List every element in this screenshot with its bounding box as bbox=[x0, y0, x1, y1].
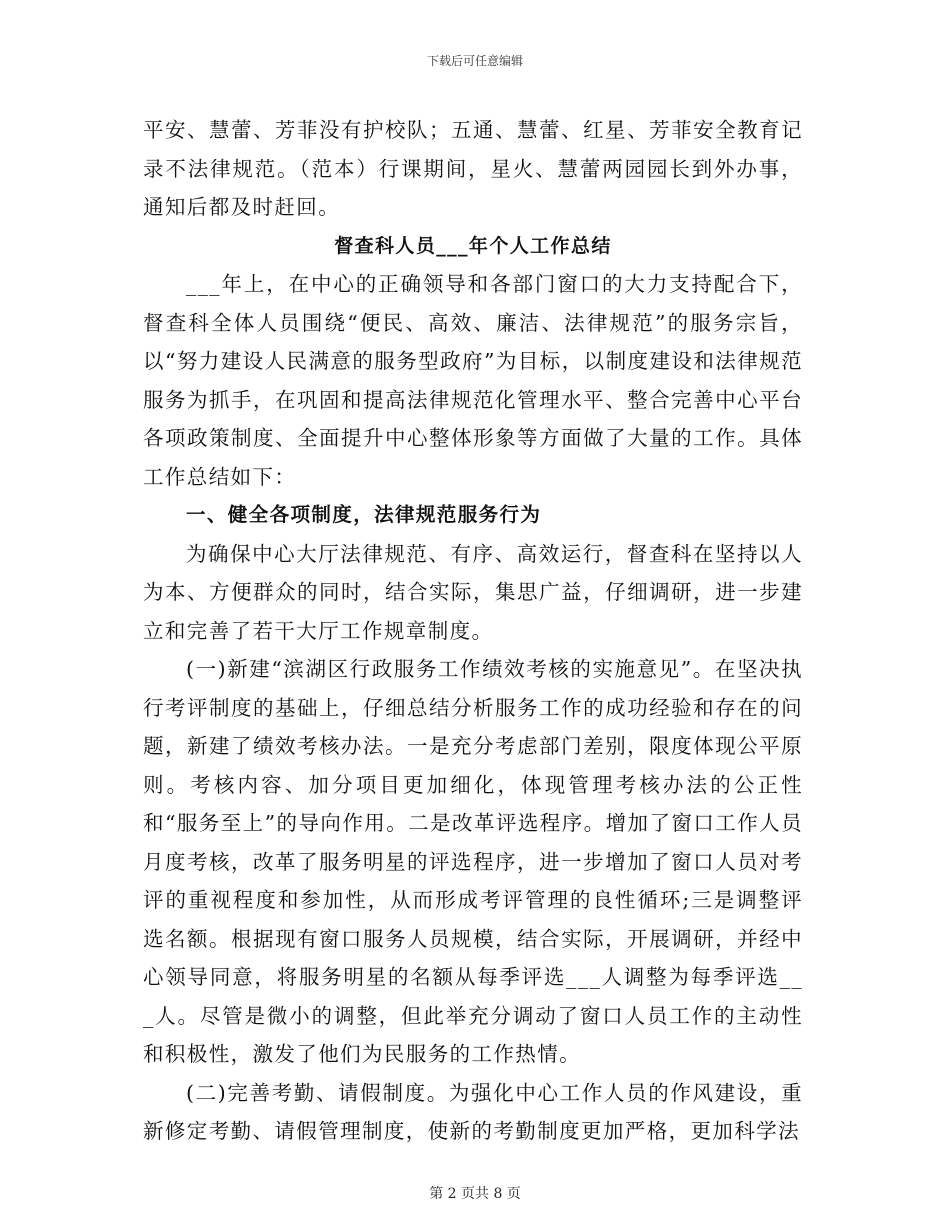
paragraph-item-1: (一)新建“滨湖区行政服务工作绩效考核的实施意见”。在坚决执行考评制度的基础上，仔细总结分析服务工作的成功经验和存在的问题，新建了绩效考核办法。一是充分考虑部门差别，限度体现公平原则。考核内容、加分项目更加细化，体现管理考核办法的公正性和“服务至上”的导向作用。二是改革评选程序。增加了窗口工作人员月度考核，改革了服务明星的评选程序，进一步增加了窗口人员对考评的重视程度和参加性，从而形成考评管理的良性循环;三是调整评选名额。根据现有窗口服务人员规模，结合实际，开展调研，并经中心领导同意，将服务明星的名额从每季评选___人调整为每季评选___人。尽管是微小的调整，但此举充分调动了窗口人员工作的主动性和积极性，激发了他们为民服务的工作热情。 bbox=[143, 657, 803, 1066]
paragraph-intro: ___年上，在中心的正确领导和各部门窗口的大力支持配合下，督查科全体人员围绕“便民、高效、廉洁、法律规范”的服务宗旨，以“努力建设人民满意的服务型政府”为目标，以制度建设和法律规范服务为抓手，在巩固和提高法律规范化管理水平、整合完善中心平台各项政策制度、全面提升中心整体形象等方面做了大量的工作。具体工作总结如下： bbox=[143, 272, 803, 489]
paragraph-continued: 平安、慧蕾、芳菲没有护校队；五通、慧蕾、红星、芳菲安全教育记录不法律规范。（范本）行课期间，星火、慧蕾两园园长到外办事，通知后都及时赶回。 bbox=[143, 118, 803, 219]
page-footer: 第 2 页共 8 页 bbox=[429, 1186, 521, 1202]
paragraph-rules: 为确保中心大厅法律规范、有序、高效运行，督查科在坚持以人为本、方便群众的同时，结合实际，集思广益，仔细调研，进一步建立和完善了若干大厅工作规章制度。 bbox=[143, 541, 803, 643]
paragraph-item-2: (二)完善考勤、请假制度。为强化中心工作人员的作风建设，重新修定考勤、请假管理制度，使新的考勤制度更加严格，更加科学法 bbox=[143, 1080, 803, 1143]
section-heading-1: 一、健全各项制度，法律规范服务行为 bbox=[186, 503, 542, 526]
document-body bbox=[143, 111, 803, 1151]
page-header: 下载后可任意编辑 bbox=[426, 54, 523, 68]
section-title: 督查科人员___年个人工作总结 bbox=[334, 234, 612, 257]
